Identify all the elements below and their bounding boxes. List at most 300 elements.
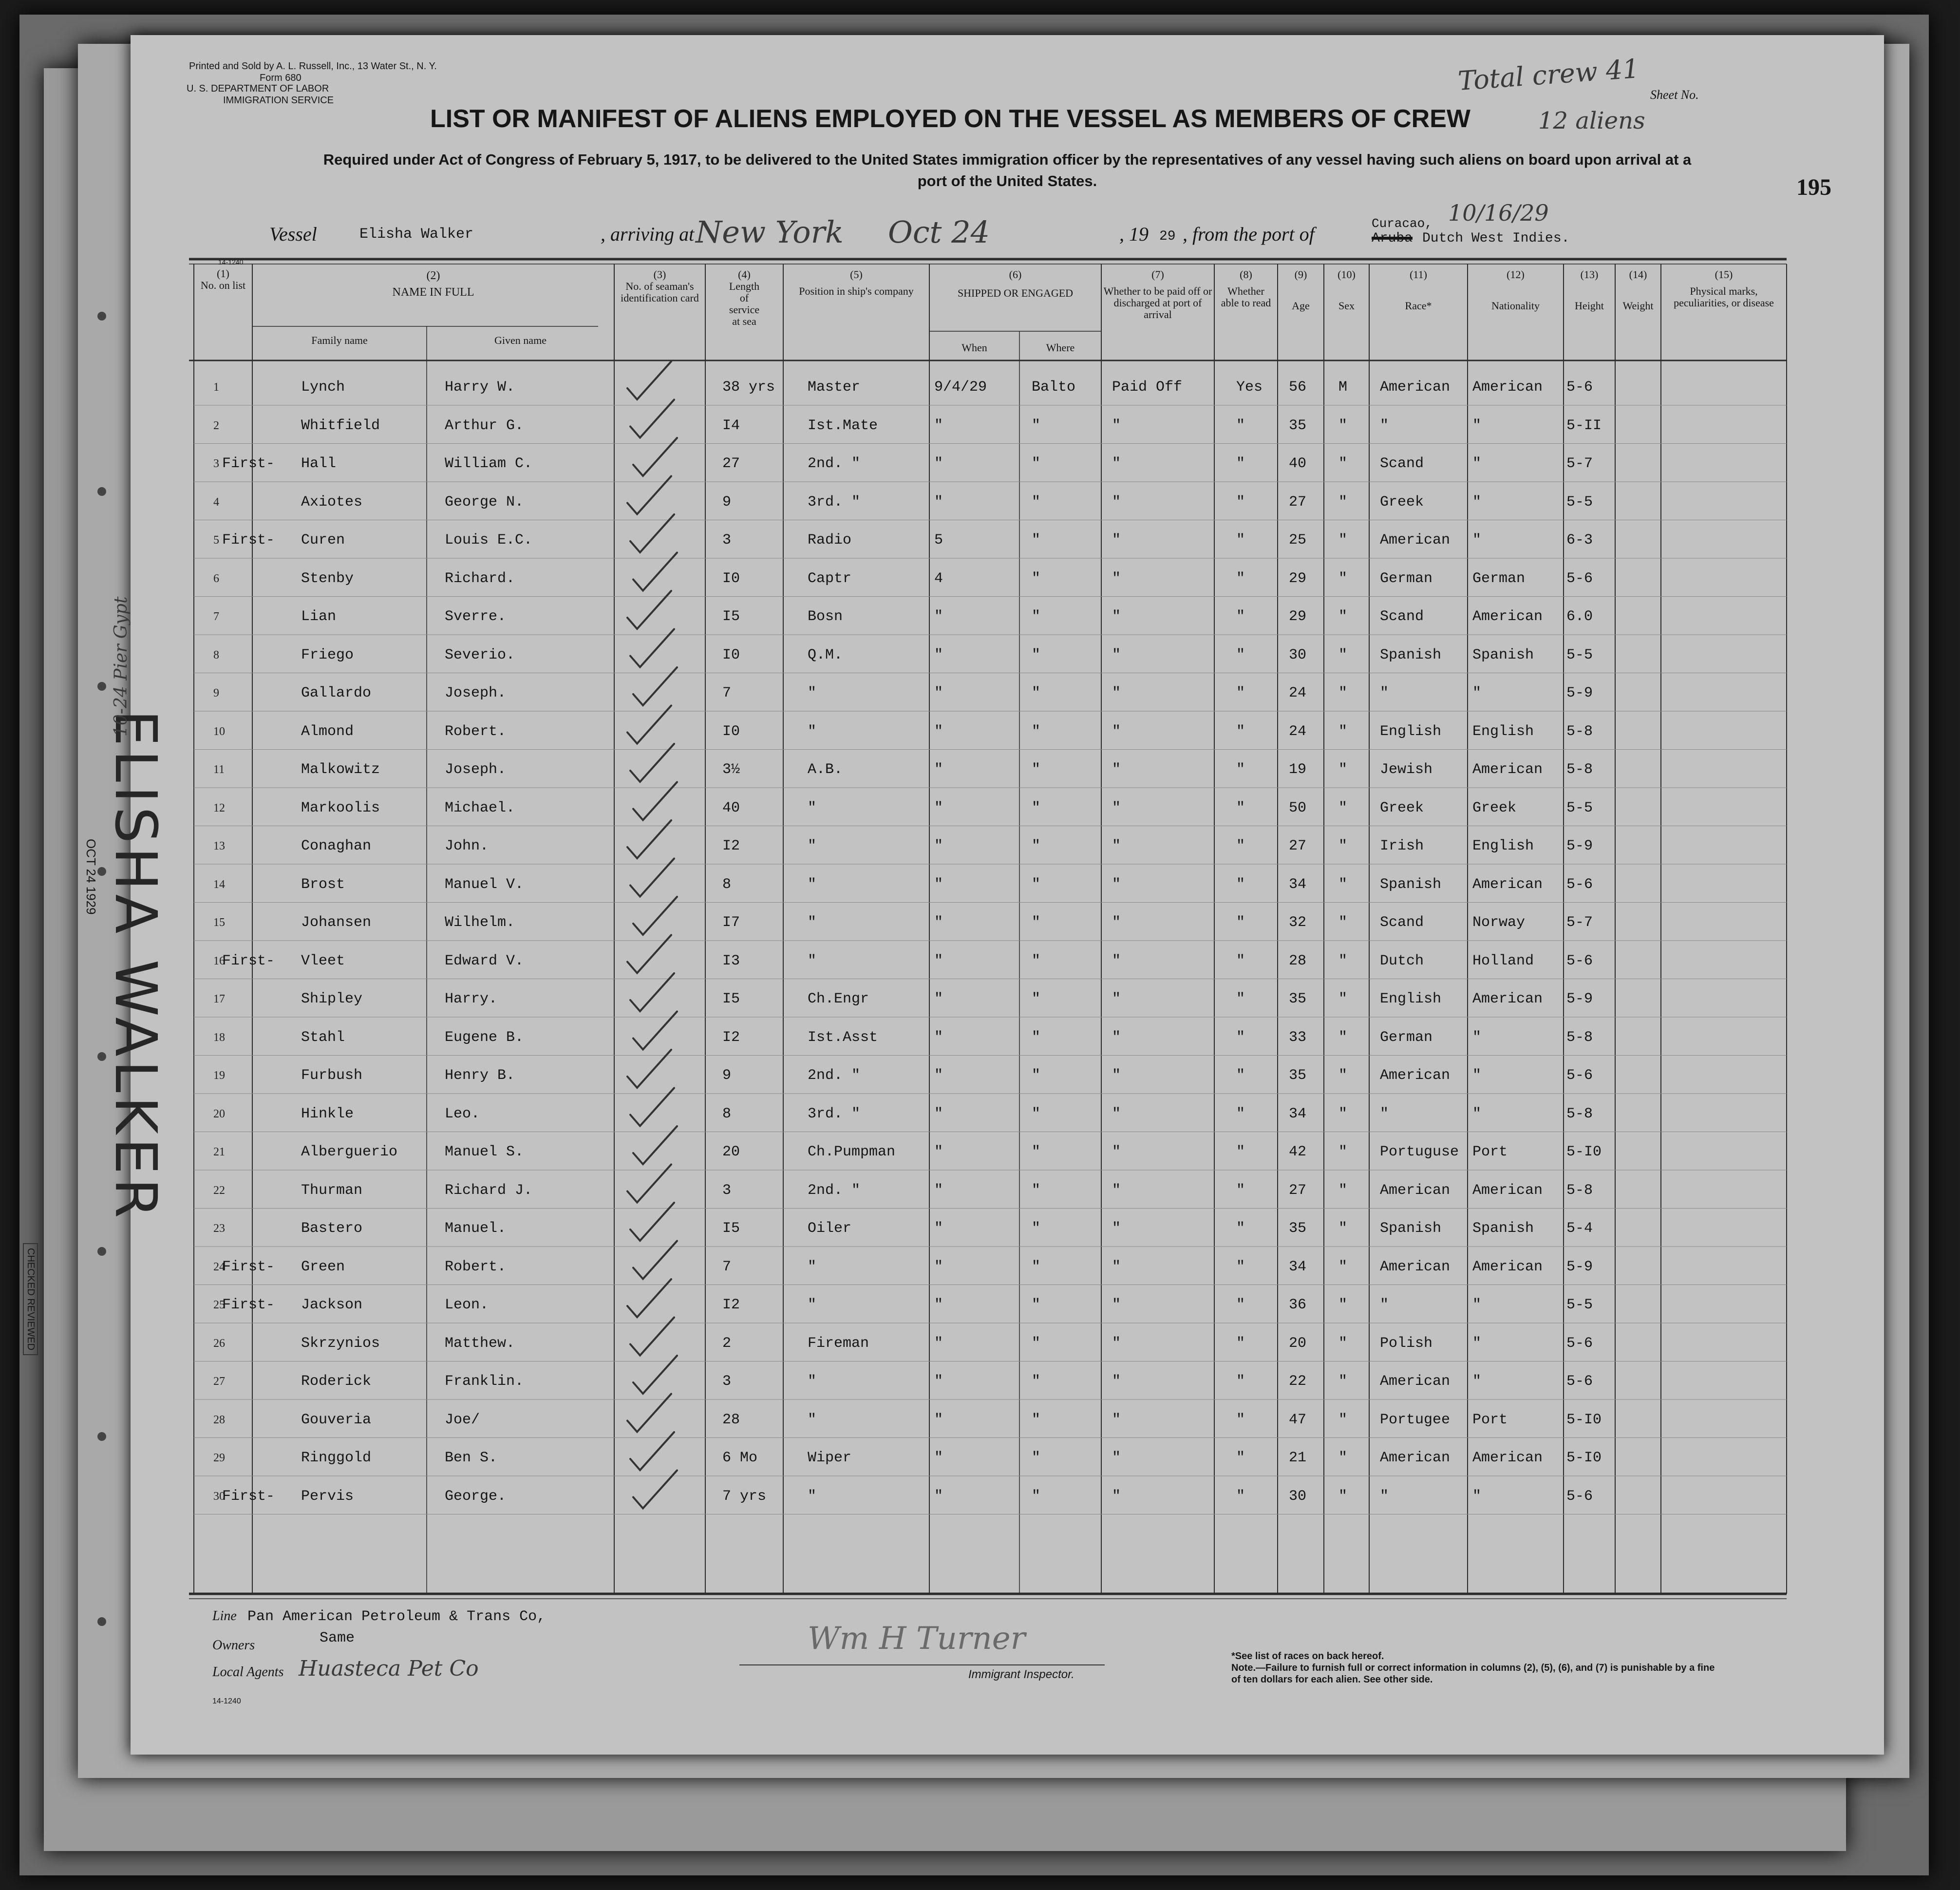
- cell-where: ": [1032, 417, 1041, 434]
- page-title: LIST OR MANIFEST OF ALIENS EMPLOYED ON THE VESSEL AS MEMBERS OF CREW: [430, 105, 1470, 133]
- cell-given: George N.: [445, 493, 524, 510]
- cell-age: 30: [1289, 1488, 1307, 1505]
- cell-given: George.: [445, 1488, 507, 1505]
- cell-nationality: ": [1472, 493, 1482, 510]
- cell-prefix: First-: [222, 1297, 275, 1313]
- cell-height: 5-5: [1566, 799, 1593, 816]
- port-struck: Aruba: [1372, 231, 1413, 246]
- cell-no: 29: [213, 1452, 225, 1464]
- cell-height: 5-5: [1566, 493, 1593, 510]
- cell-read: ": [1236, 1144, 1245, 1160]
- cell-sex: ": [1338, 1297, 1348, 1313]
- cell-nationality: Port: [1472, 1411, 1508, 1428]
- sheet-number-label: Sheet No.: [1650, 88, 1699, 102]
- cell-height: 5-6: [1566, 570, 1593, 587]
- cell-nationality: American: [1472, 1182, 1543, 1199]
- cell-length: 7: [722, 685, 732, 701]
- cell-length: I2: [722, 838, 740, 854]
- cell-when: 9/4/29: [934, 379, 987, 396]
- arriving-port: New York: [696, 214, 844, 250]
- cell-given: Richard J.: [445, 1182, 533, 1199]
- cell-given: Michael.: [445, 799, 515, 816]
- cell-position: 2nd. ": [808, 1182, 861, 1199]
- cell-length: I0: [722, 646, 740, 663]
- cell-height: 5-8: [1566, 1182, 1593, 1199]
- col-13-number: (13): [1580, 268, 1599, 281]
- col-7-label: Whether to be paid off or discharged at port of arrival: [1103, 285, 1212, 321]
- form-code-bottom: 14-1240: [212, 1697, 241, 1705]
- cell-length: I0: [722, 723, 740, 740]
- owners-value: Same: [320, 1630, 355, 1646]
- cell-age: 33: [1289, 1029, 1307, 1046]
- cell-nationality: Spanish: [1472, 646, 1534, 663]
- cell-where: ": [1032, 493, 1041, 510]
- cell-where: ": [1032, 1105, 1041, 1122]
- cell-age: 35: [1289, 991, 1307, 1007]
- col-1-header: [194, 268, 252, 291]
- cell-age: 24: [1289, 685, 1307, 701]
- cell-age: 32: [1289, 914, 1307, 931]
- cell-when: ": [934, 914, 943, 931]
- cell-race: Greek: [1380, 493, 1424, 510]
- form-code-top: 14-1240: [218, 258, 244, 266]
- cell-height: 5-7: [1566, 455, 1593, 472]
- cell-no: 9: [213, 687, 219, 699]
- cell-given: Harry W.: [445, 379, 515, 396]
- col-5-label: Position in ship's company: [799, 285, 914, 297]
- cell-no: 24: [213, 1260, 225, 1273]
- cell-where: ": [1032, 455, 1041, 472]
- col-3-label: No. of seaman's identification card: [621, 280, 699, 304]
- cell-height: 6.0: [1566, 608, 1593, 625]
- cell-read: ": [1236, 532, 1245, 548]
- col-11-label: Race*: [1405, 300, 1432, 312]
- cell-position: ": [808, 723, 817, 740]
- cell-where: ": [1032, 1297, 1041, 1313]
- cell-race: German: [1380, 1029, 1433, 1046]
- cell-no: 30: [213, 1490, 225, 1503]
- cell-read: ": [1236, 493, 1245, 510]
- cell-when: ": [934, 1144, 943, 1160]
- pier-note: 10-24 Pier Gypt: [111, 596, 131, 737]
- col-14-number: (14): [1629, 268, 1647, 281]
- cell-no: 23: [213, 1222, 225, 1235]
- cell-sex: ": [1338, 1488, 1348, 1505]
- cell-position: ": [808, 1258, 817, 1275]
- cell-family: Furbush: [301, 1067, 363, 1084]
- cell-paid: ": [1112, 723, 1121, 740]
- col-12-number: (12): [1507, 268, 1525, 281]
- cell-given: Joseph.: [445, 685, 507, 701]
- cell-given: Edward V.: [445, 952, 524, 969]
- col-14-header: [1615, 269, 1661, 312]
- cell-where: ": [1032, 1144, 1041, 1160]
- cell-read: ": [1236, 914, 1245, 931]
- cell-read: ": [1236, 1220, 1245, 1237]
- cell-position: ": [808, 952, 817, 969]
- cell-paid: ": [1112, 1182, 1121, 1199]
- cell-family: Thurman: [301, 1182, 363, 1199]
- cell-no: 16: [213, 954, 225, 967]
- cell-given: Harry.: [445, 991, 498, 1007]
- cell-race: Portugee: [1380, 1411, 1451, 1428]
- cell-height: 5-8: [1566, 761, 1593, 778]
- cell-sex: ": [1338, 685, 1348, 701]
- cell-race: English: [1380, 991, 1442, 1007]
- cell-length: 20: [722, 1144, 740, 1160]
- cell-nationality: ": [1472, 1297, 1482, 1313]
- cell-position: Ch.Engr: [808, 991, 869, 1007]
- col-15-number: (15): [1715, 268, 1733, 281]
- cell-prefix: First-: [222, 1258, 275, 1275]
- cell-race: American: [1380, 1450, 1451, 1466]
- vessel-name-handwritten: ELISHA WALKER: [102, 710, 170, 1222]
- col-14-label: Weight: [1622, 300, 1654, 312]
- cell-read: ": [1236, 838, 1245, 854]
- cell-given: Leo.: [445, 1105, 480, 1122]
- cell-age: 50: [1289, 799, 1307, 816]
- cell-family: Gouveria: [301, 1411, 372, 1428]
- col-13-header: [1564, 269, 1615, 312]
- cell-family: Bastero: [301, 1220, 363, 1237]
- col-11-number: (11): [1410, 268, 1427, 281]
- cell-paid: ": [1112, 1373, 1121, 1390]
- arrival-date: Oct 24: [888, 214, 990, 250]
- col-11-header: [1369, 269, 1468, 312]
- manifest-sheet: [25, 35, 1884, 1755]
- col-1-number: (1): [217, 267, 229, 280]
- cell-given: Wilhelm.: [445, 914, 515, 931]
- col-9-number: (9): [1294, 268, 1307, 281]
- cell-when: ": [934, 991, 943, 1007]
- cell-nationality: Holland: [1472, 952, 1534, 969]
- cell-where: ": [1032, 761, 1041, 778]
- cell-age: 20: [1289, 1335, 1307, 1352]
- cell-nationality: American: [1472, 379, 1543, 396]
- cell-race: Scand: [1380, 914, 1424, 931]
- cell-race: Polish: [1380, 1335, 1433, 1352]
- cell-race: English: [1380, 723, 1442, 740]
- col-8-header: [1214, 269, 1278, 309]
- cell-length: I5: [722, 608, 740, 625]
- cell-age: 27: [1289, 838, 1307, 854]
- cell-position: 2nd. ": [808, 1067, 861, 1084]
- cell-age: 40: [1289, 455, 1307, 472]
- cell-nationality: American: [1472, 761, 1543, 778]
- cell-family: Vleet: [301, 952, 345, 969]
- cell-family: Stenby: [301, 570, 354, 587]
- cell-race: American: [1380, 1258, 1451, 1275]
- cell-family: Almond: [301, 723, 354, 740]
- col-8-number: (8): [1240, 268, 1252, 281]
- col-6-label: SHIPPED OR ENGAGED: [957, 287, 1074, 299]
- cell-length: I7: [722, 914, 740, 931]
- cell-read: ": [1236, 799, 1245, 816]
- cell-where: Balto: [1032, 379, 1076, 396]
- col-1-label: No. on list: [200, 279, 246, 291]
- cell-read: ": [1236, 723, 1245, 740]
- cell-sex: ": [1338, 608, 1348, 625]
- cell-position: ": [808, 1297, 817, 1313]
- cell-nationality: Norway: [1472, 914, 1526, 931]
- cell-age: 34: [1289, 876, 1307, 893]
- cell-when: ": [934, 417, 943, 434]
- cell-read: ": [1236, 761, 1245, 778]
- cell-read: ": [1236, 1297, 1245, 1313]
- cell-nationality: Port: [1472, 1144, 1508, 1160]
- cell-nationality: American: [1472, 608, 1543, 625]
- cell-age: 29: [1289, 570, 1307, 587]
- cell-read: ": [1236, 876, 1245, 893]
- cell-nationality: Spanish: [1472, 1220, 1534, 1237]
- cell-no: 2: [213, 419, 219, 432]
- cell-when: ": [934, 608, 943, 625]
- cell-no: 26: [213, 1337, 225, 1350]
- cell-nationality: ": [1472, 1029, 1482, 1046]
- cell-where: ": [1032, 1182, 1041, 1199]
- cell-family: Johansen: [301, 914, 372, 931]
- cell-no: 25: [213, 1299, 225, 1311]
- cell-family: Hinkle: [301, 1105, 354, 1122]
- cell-race: Dutch: [1380, 952, 1424, 969]
- cell-race: Spanish: [1380, 876, 1442, 893]
- cell-when: ": [934, 723, 943, 740]
- cell-family: Curen: [301, 532, 345, 548]
- printer-line: Printed and Sold by A. L. Russell, Inc., 13 Water St., N. Y.: [189, 61, 437, 72]
- cell-no: 20: [213, 1107, 225, 1120]
- cell-sex: ": [1338, 914, 1348, 931]
- cell-paid: ": [1112, 991, 1121, 1007]
- local-agents-value: Huasteca Pet Co: [299, 1656, 479, 1681]
- cell-sex: ": [1338, 723, 1348, 740]
- cell-paid: ": [1112, 1144, 1121, 1160]
- col-3-number: (3): [653, 268, 666, 281]
- from-port-label: , from the port of: [1183, 223, 1315, 245]
- cell-when: ": [934, 685, 943, 701]
- col-12-label: Nationality: [1491, 300, 1540, 312]
- cell-read: ": [1236, 1182, 1245, 1199]
- cell-race: American: [1380, 532, 1451, 548]
- cell-where: ": [1032, 1220, 1041, 1237]
- cell-sex: ": [1338, 1105, 1348, 1122]
- immigration-service: IMMIGRATION SERVICE: [223, 95, 334, 106]
- cell-when: 4: [934, 570, 943, 587]
- cell-where: ": [1032, 1067, 1041, 1084]
- line-value: Pan American Petroleum & Trans Co,: [247, 1608, 546, 1625]
- cell-where: ": [1032, 570, 1041, 587]
- cell-given: Eugene B.: [445, 1029, 524, 1046]
- col-10-label: Sex: [1338, 300, 1355, 312]
- cell-read: ": [1236, 1373, 1245, 1390]
- cell-nationality: ": [1472, 1488, 1482, 1505]
- cell-when: ": [934, 1335, 943, 1352]
- col-2-label: NAME IN FULL: [392, 286, 474, 299]
- cell-paid: ": [1112, 1450, 1121, 1466]
- cell-family: Lian: [301, 608, 337, 625]
- col-2-header: [252, 270, 614, 298]
- cell-given: Joseph.: [445, 761, 507, 778]
- port-correction: Curacao,: [1372, 216, 1432, 231]
- cell-nationality: English: [1472, 838, 1534, 854]
- cell-where: ": [1032, 532, 1041, 548]
- year-prefix: , 19: [1119, 223, 1149, 245]
- cell-family: Jackson: [301, 1297, 363, 1313]
- cell-paid: ": [1112, 761, 1121, 778]
- cell-sex: ": [1338, 991, 1348, 1007]
- cell-nationality: American: [1472, 1450, 1543, 1466]
- cell-where: ": [1032, 1411, 1041, 1428]
- cell-no: 7: [213, 610, 219, 623]
- cell-nationality: Greek: [1472, 799, 1517, 816]
- cell-no: 14: [213, 878, 225, 891]
- cell-sex: ": [1338, 799, 1348, 816]
- cell-read: ": [1236, 455, 1245, 472]
- cell-position: Fireman: [808, 1335, 869, 1352]
- cell-height: 5-I0: [1566, 1144, 1602, 1160]
- cell-paid: ": [1112, 685, 1121, 701]
- cell-length: 40: [722, 799, 740, 816]
- vessel-label: Vessel: [269, 223, 317, 245]
- col-9-header: [1278, 269, 1324, 312]
- cell-sex: ": [1338, 493, 1348, 510]
- cell-given: Franklin.: [445, 1373, 524, 1390]
- port-of-departure: Dutch West Indies.: [1422, 231, 1570, 246]
- cell-age: 24: [1289, 723, 1307, 740]
- cell-sex: ": [1338, 1029, 1348, 1046]
- cell-family: Gallardo: [301, 685, 372, 701]
- cell-where: ": [1032, 723, 1041, 740]
- cell-length: 7: [722, 1258, 732, 1275]
- cell-given: Arthur G.: [445, 417, 524, 434]
- cell-no: 19: [213, 1069, 225, 1082]
- cell-read: ": [1236, 991, 1245, 1007]
- cell-height: 5-I0: [1566, 1411, 1602, 1428]
- cell-family: Lynch: [301, 379, 345, 396]
- cell-read: ": [1236, 646, 1245, 663]
- cell-paid: ": [1112, 1335, 1121, 1352]
- cell-no: 8: [213, 648, 219, 662]
- cell-sex: ": [1338, 1450, 1348, 1466]
- cell-paid: ": [1112, 608, 1121, 625]
- cell-height: 5-I0: [1566, 1450, 1602, 1466]
- col-2-given-header: Given name: [494, 334, 547, 346]
- cell-when: ": [934, 1105, 943, 1122]
- cell-length: I2: [722, 1297, 740, 1313]
- cell-where: ": [1032, 799, 1041, 816]
- cell-read: ": [1236, 1067, 1245, 1084]
- cell-given: Manuel S.: [445, 1144, 524, 1160]
- cell-position: Ist.Asst: [808, 1029, 878, 1046]
- form-number: Form 680: [260, 73, 302, 83]
- cell-sex: ": [1338, 1258, 1348, 1275]
- cell-paid: ": [1112, 532, 1121, 548]
- inspector-label: Immigrant Inspector.: [968, 1668, 1074, 1681]
- total-crew-note: Total crew 41: [1457, 53, 1640, 96]
- cell-given: Manuel.: [445, 1220, 507, 1237]
- cell-given: Richard.: [445, 570, 515, 587]
- cell-position: Master: [808, 379, 861, 396]
- cell-no: 5: [213, 534, 219, 547]
- cell-race: ": [1380, 1297, 1389, 1313]
- cell-where: ": [1032, 646, 1041, 663]
- cell-sex: ": [1338, 532, 1348, 548]
- cell-no: 10: [213, 725, 225, 738]
- col-6-when-header: When: [961, 341, 987, 354]
- cell-sex: ": [1338, 646, 1348, 663]
- cell-length: 3½: [722, 761, 740, 778]
- cell-read: Yes: [1236, 379, 1263, 396]
- cell-family: Green: [301, 1258, 345, 1275]
- cell-when: 5: [934, 532, 943, 548]
- cell-position: 3rd. ": [808, 493, 861, 510]
- cell-when: ": [934, 761, 943, 778]
- cell-paid: ": [1112, 799, 1121, 816]
- cell-length: 3: [722, 532, 732, 548]
- cell-sex: ": [1338, 1067, 1348, 1084]
- col-3-header: [614, 269, 705, 304]
- cell-where: ": [1032, 876, 1041, 893]
- cell-height: 5-6: [1566, 1335, 1593, 1352]
- owners-label: Owners: [212, 1638, 255, 1653]
- cell-when: ": [934, 1488, 943, 1505]
- cell-when: ": [934, 799, 943, 816]
- cell-race: Scand: [1380, 608, 1424, 625]
- cell-position: Captr: [808, 570, 852, 587]
- cell-length: 7 yrs: [722, 1488, 767, 1505]
- cell-length: 2: [722, 1335, 732, 1352]
- col-10-header: [1324, 269, 1369, 312]
- cell-position: A.B.: [808, 761, 843, 778]
- cell-paid: ": [1112, 876, 1121, 893]
- inspector-signature: Wm H Turner: [808, 1621, 1026, 1657]
- cell-age: 34: [1289, 1105, 1307, 1122]
- cell-nationality: English: [1472, 723, 1534, 740]
- cell-no: 18: [213, 1031, 225, 1044]
- cell-where: ": [1032, 952, 1041, 969]
- cell-prefix: First-: [222, 455, 275, 472]
- cell-read: ": [1236, 608, 1245, 625]
- vessel-name: Elisha Walker: [359, 226, 474, 243]
- cell-family: Alberguerio: [301, 1144, 398, 1160]
- cell-position: 2nd. ": [808, 455, 861, 472]
- cell-height: 5-9: [1566, 838, 1593, 854]
- cell-nationality: ": [1472, 1067, 1482, 1084]
- col-15-header: [1661, 269, 1787, 309]
- cell-where: ": [1032, 685, 1041, 701]
- cell-position: Bosn: [808, 608, 843, 625]
- cell-when: ": [934, 1450, 943, 1466]
- cell-family: Hall: [301, 455, 337, 472]
- cell-paid: ": [1112, 570, 1121, 587]
- footnote: [1231, 1650, 1718, 1685]
- col-8-label: Whether able to read: [1221, 285, 1271, 309]
- col-4-label: Length of service at sea: [729, 280, 760, 327]
- cell-family: Axiotes: [301, 493, 363, 510]
- cell-sex: ": [1338, 570, 1348, 587]
- cell-no: 11: [213, 763, 225, 776]
- cell-where: ": [1032, 1373, 1041, 1390]
- cell-sex: ": [1338, 1144, 1348, 1160]
- col-6-header: [929, 269, 1101, 299]
- cell-no: 21: [213, 1146, 225, 1158]
- cell-family: Pervis: [301, 1488, 354, 1505]
- department: U. S. DEPARTMENT OF LABOR: [187, 83, 329, 94]
- cell-height: 6-3: [1566, 532, 1593, 548]
- cell-where: ": [1032, 1258, 1041, 1275]
- cell-race: ": [1380, 1105, 1389, 1122]
- col-2-number: (2): [426, 269, 440, 282]
- cell-age: 21: [1289, 1450, 1307, 1466]
